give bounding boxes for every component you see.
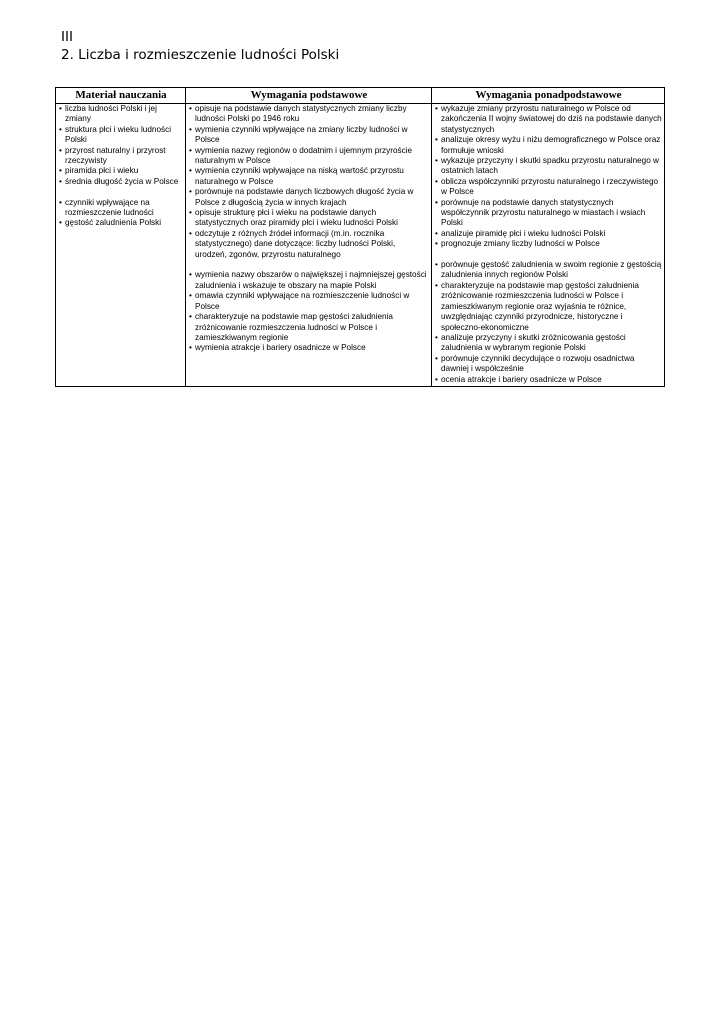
- section-number: III: [61, 29, 73, 45]
- list-item: • analizuje piramidę płci i wieku ludności Polski: [435, 229, 662, 239]
- table-row: [56, 104, 665, 387]
- list-item: • analizuje przyczyny i skutki zróżnicowania gęstości zaludnienia w wybranym regionie Polski: [435, 333, 662, 354]
- page-heading: [61, 28, 339, 64]
- list-item: • wymienia nazwy regionów o dodatnim i ujemnym przyroście naturalnym w Polsce: [189, 146, 429, 167]
- advanced-requirements-list: [435, 104, 662, 385]
- list-item: • wykazuje zmiany przyrostu naturalnego w Polsce od zakończenia II wojny światowej do dziś na podstawie danych statystycznych: [435, 104, 662, 135]
- list-item: • średnia długość życia w Polsce: [59, 177, 183, 187]
- list-item: • wymienia czynniki wpływające na niską wartość przyrostu naturalnego w Polsce: [189, 166, 429, 187]
- curriculum-table: [55, 87, 665, 387]
- column-header-advanced: Wymagania ponadpodstawowe: [432, 88, 665, 104]
- list-item: • ocenia atrakcje i bariery osadnicze w Polsce: [435, 375, 662, 385]
- list-item: • charakteryzuje na podstawie map gęstości zaludnienia zróżnicowanie rozmieszczenia ludności w Polsce i zamieszkiwanym regionie: [189, 312, 429, 343]
- list-item: • wymienia atrakcje i bariery osadnicze w Polsce: [189, 343, 429, 353]
- list-item: • porównuje czynniki decydujące o rozwoju osadnictwa dawniej i współcześnie: [435, 354, 662, 375]
- list-item: • struktura płci i wieku ludności Polski: [59, 125, 183, 146]
- list-item: • piramida płci i wieku: [59, 166, 183, 176]
- column-header-basic: Wymagania podstawowe: [186, 88, 432, 104]
- list-item: • porównuje na podstawie danych liczbowych długość życia w Polsce z długością życia w innych krajach: [189, 187, 429, 208]
- basic-requirements-list: [189, 104, 429, 354]
- list-item: • odczytuje z różnych źródeł informacji (m.in. rocznika statystycznego) dane dotyczące: liczby ludności Polski, urodzeń, zgonów, przyrostu naturalnego: [189, 229, 429, 260]
- list-item: • czynniki wpływające na rozmieszczenie ludności: [59, 198, 183, 219]
- list-item: • analizuje okresy wyżu i niżu demograficznego w Polsce oraz formułuje wnioski: [435, 135, 662, 156]
- list-item: • porównuje na podstawie danych statystycznych współczynnik przyrostu naturalnego w miastach i wsiach Polski: [435, 198, 662, 229]
- list-item: • wymienia nazwy obszarów o największej i najmniejszej gęstości zaludnienia i wskazuje te obszary na mapie Polski: [189, 270, 429, 291]
- list-item: • wymienia czynniki wpływające na zmiany liczby ludności w Polsce: [189, 125, 429, 146]
- list-item: • omawia czynniki wpływające na rozmieszczenie ludności w Polsce: [189, 291, 429, 312]
- list-item: • liczba ludności Polski i jej zmiany: [59, 104, 183, 125]
- page-title: 2. Liczba i rozmieszczenie ludności Polski: [61, 47, 340, 63]
- list-item: • opisuje strukturę płci i wieku na podstawie danych statystycznych oraz piramidy płci i wieku ludności Polski: [189, 208, 429, 229]
- table-header-row: [56, 88, 665, 104]
- column-header-material: Materiał nauczania: [56, 88, 186, 104]
- list-item: • porównuje gęstość zaludnienia w swoim regionie z gęstością zaludnienia innych regionów Polski: [435, 260, 662, 281]
- material-list: [59, 104, 183, 229]
- list-item: • oblicza współczynniki przyrostu naturalnego i rzeczywistego w Polsce: [435, 177, 662, 198]
- advanced-requirements-cell: [432, 104, 665, 387]
- list-item: • opisuje na podstawie danych statystycznych zmiany liczby ludności Polski po 1946 roku: [189, 104, 429, 125]
- list-item: • gęstość zaludnienia Polski: [59, 218, 183, 228]
- list-item: • prognozuje zmiany liczby ludności w Polsce: [435, 239, 662, 249]
- list-item: • przyrost naturalny i przyrost rzeczywisty: [59, 146, 183, 167]
- list-item: • charakteryzuje na podstawie map gęstości zaludnienia zróżnicowanie rozmieszczenia ludności w Polsce i zamieszkiwanym regionie oraz wyjaśnia te różnice, uwzględniając czynniki przyrodnicze, historyczne i społeczno-ekonomiczne: [435, 281, 662, 333]
- basic-requirements-cell: [186, 104, 432, 387]
- material-cell: [56, 104, 186, 387]
- list-item: • wykazuje przyczyny i skutki spadku przyrostu naturalnego w ostatnich latach: [435, 156, 662, 177]
